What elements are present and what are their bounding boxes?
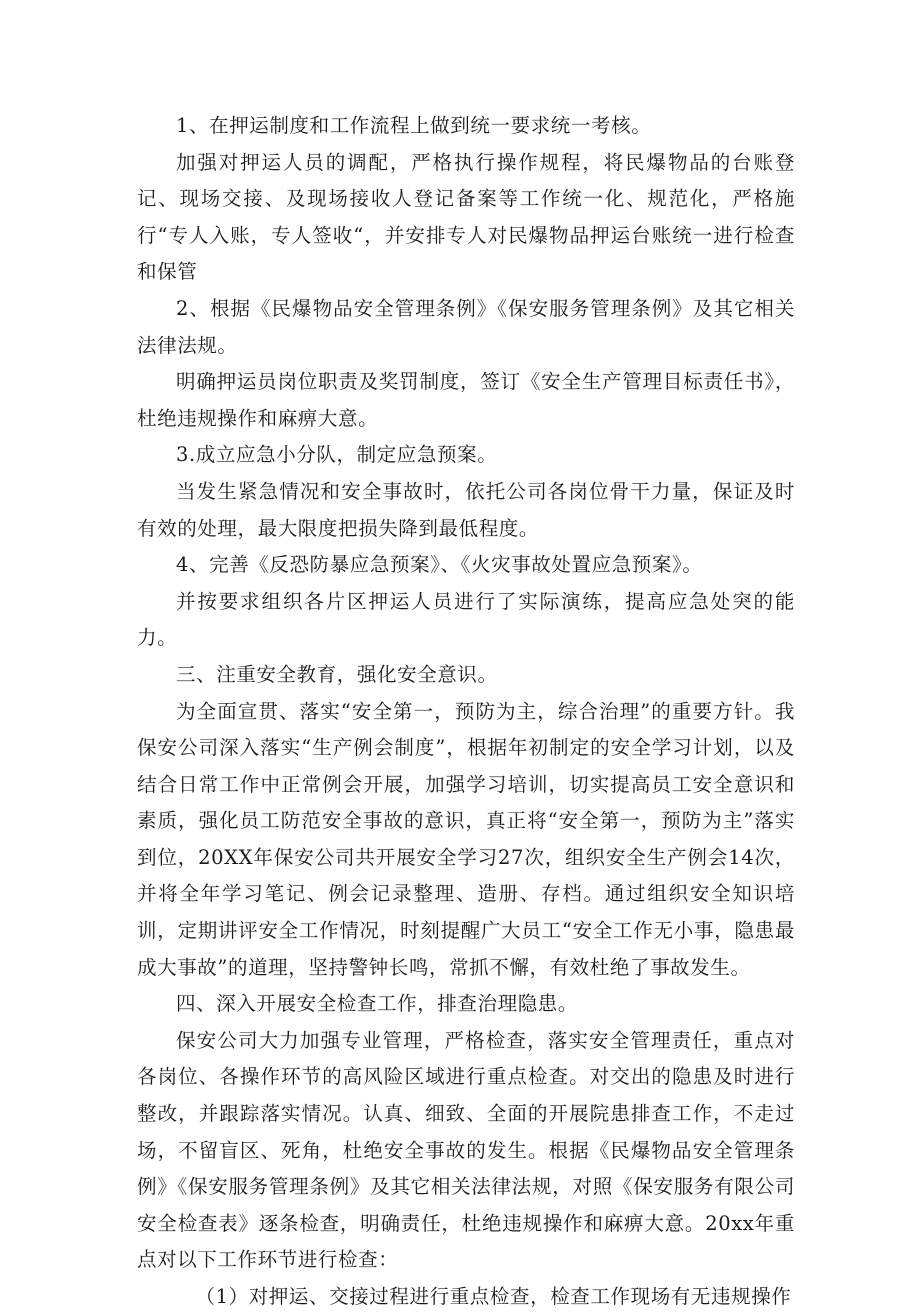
paragraph-escort-system: 1、在押运制度和工作流程上做到统一要求统一考核。 xyxy=(176,114,652,137)
paragraph-contingency-plans: 4、完善《反恐防暴应急预案》、《火灾事故处置应急预案》。 xyxy=(176,553,703,577)
paragraph-safety-inspection: 保安公司大力加强专业管理，严格检查，落实安全管理责任，重点对各岗位、各操作环节的高风险区域进行重点检查。对交出的隐患及时进行整改，并跟踪落实情况。认真、细致、全面的开展院患排查工作，不走过场，不留盲区、死角，杜绝安全事故的发生。根据《民爆物品安全管理条例》《保安服务管理条例》及其它相关法律法规，对照《保安服务有限公司安全检查表》逐条检查，明确责任，杜绝违规操作和麻痹大意。20xx年重点对以下工作环节进行检查： xyxy=(137,1028,795,1272)
section-heading-safety-inspection: 四、深入开展安全检查工作，排查治理隐患。 xyxy=(176,992,579,1016)
list-item-inspection-1: （1）对押运、交接过程进行重点检查，检查工作现场有无违规操作 xyxy=(195,1285,792,1308)
document-body xyxy=(137,108,795,1316)
section-heading-safety-education: 三、注重安全教育，强化安全意识。 xyxy=(176,662,498,686)
paragraph-emergency-team: 3.成立应急小分队，制定应急预案。 xyxy=(176,443,498,467)
paragraph-emergency-response: 当发生紧急情况和安全事故时，依托公司各岗位骨干力量，保证及时有效的处理，最大限度把损失降到最低程度。 xyxy=(137,479,795,540)
paragraph-drills: 并按要求组织各片区押运人员进行了实际演练，提高应急处突的能力。 xyxy=(137,589,795,650)
paragraph-safety-education: 为全面宣贯、落实“安全第一，预防为主，综合治理”的重要方针。我保安公司深入落实“生产例会制度”，根据年初制定的安全学习计划，以及结合日常工作中正常例会开展，加强学习培训，切实提高员工安全意识和素质，强化员工防范安全事故的意识，真正将“安全第一，预防为主”落实到位，20XX年保安公司共开展安全学习27次，组织安全生产例会14次，并将全年学习笔记、例会记录整理、造册、存档。通过组织安全知识培训，定期讲评安全工作情况，时刻提醒广大员工“安全工作无小事，隐患最成大事故”的道理，坚持警钟长鸣，常抓不懈，有效杜绝了事故发生。 xyxy=(137,699,795,979)
paragraph-regulations: 2、根据《民爆物品安全管理条例》《保安服务管理条例》及其它相关法律法规。 xyxy=(137,296,795,357)
paragraph-escort-staffing: 加强对押运人员的调配，严格执行操作规程，将民爆物品的台账登记、现场交接、及现场接收人登记备案等工作统一化、规范化，严格施行“专人入账，专人签收“，并安排专人对民爆物品押运台账统一进行检查和保管 xyxy=(137,150,795,284)
paragraph-responsibilities: 明确押运员岗位职责及奖罚制度，签订《安全生产管理目标责任书》，杜绝违规操作和麻痹大意。 xyxy=(137,370,795,430)
